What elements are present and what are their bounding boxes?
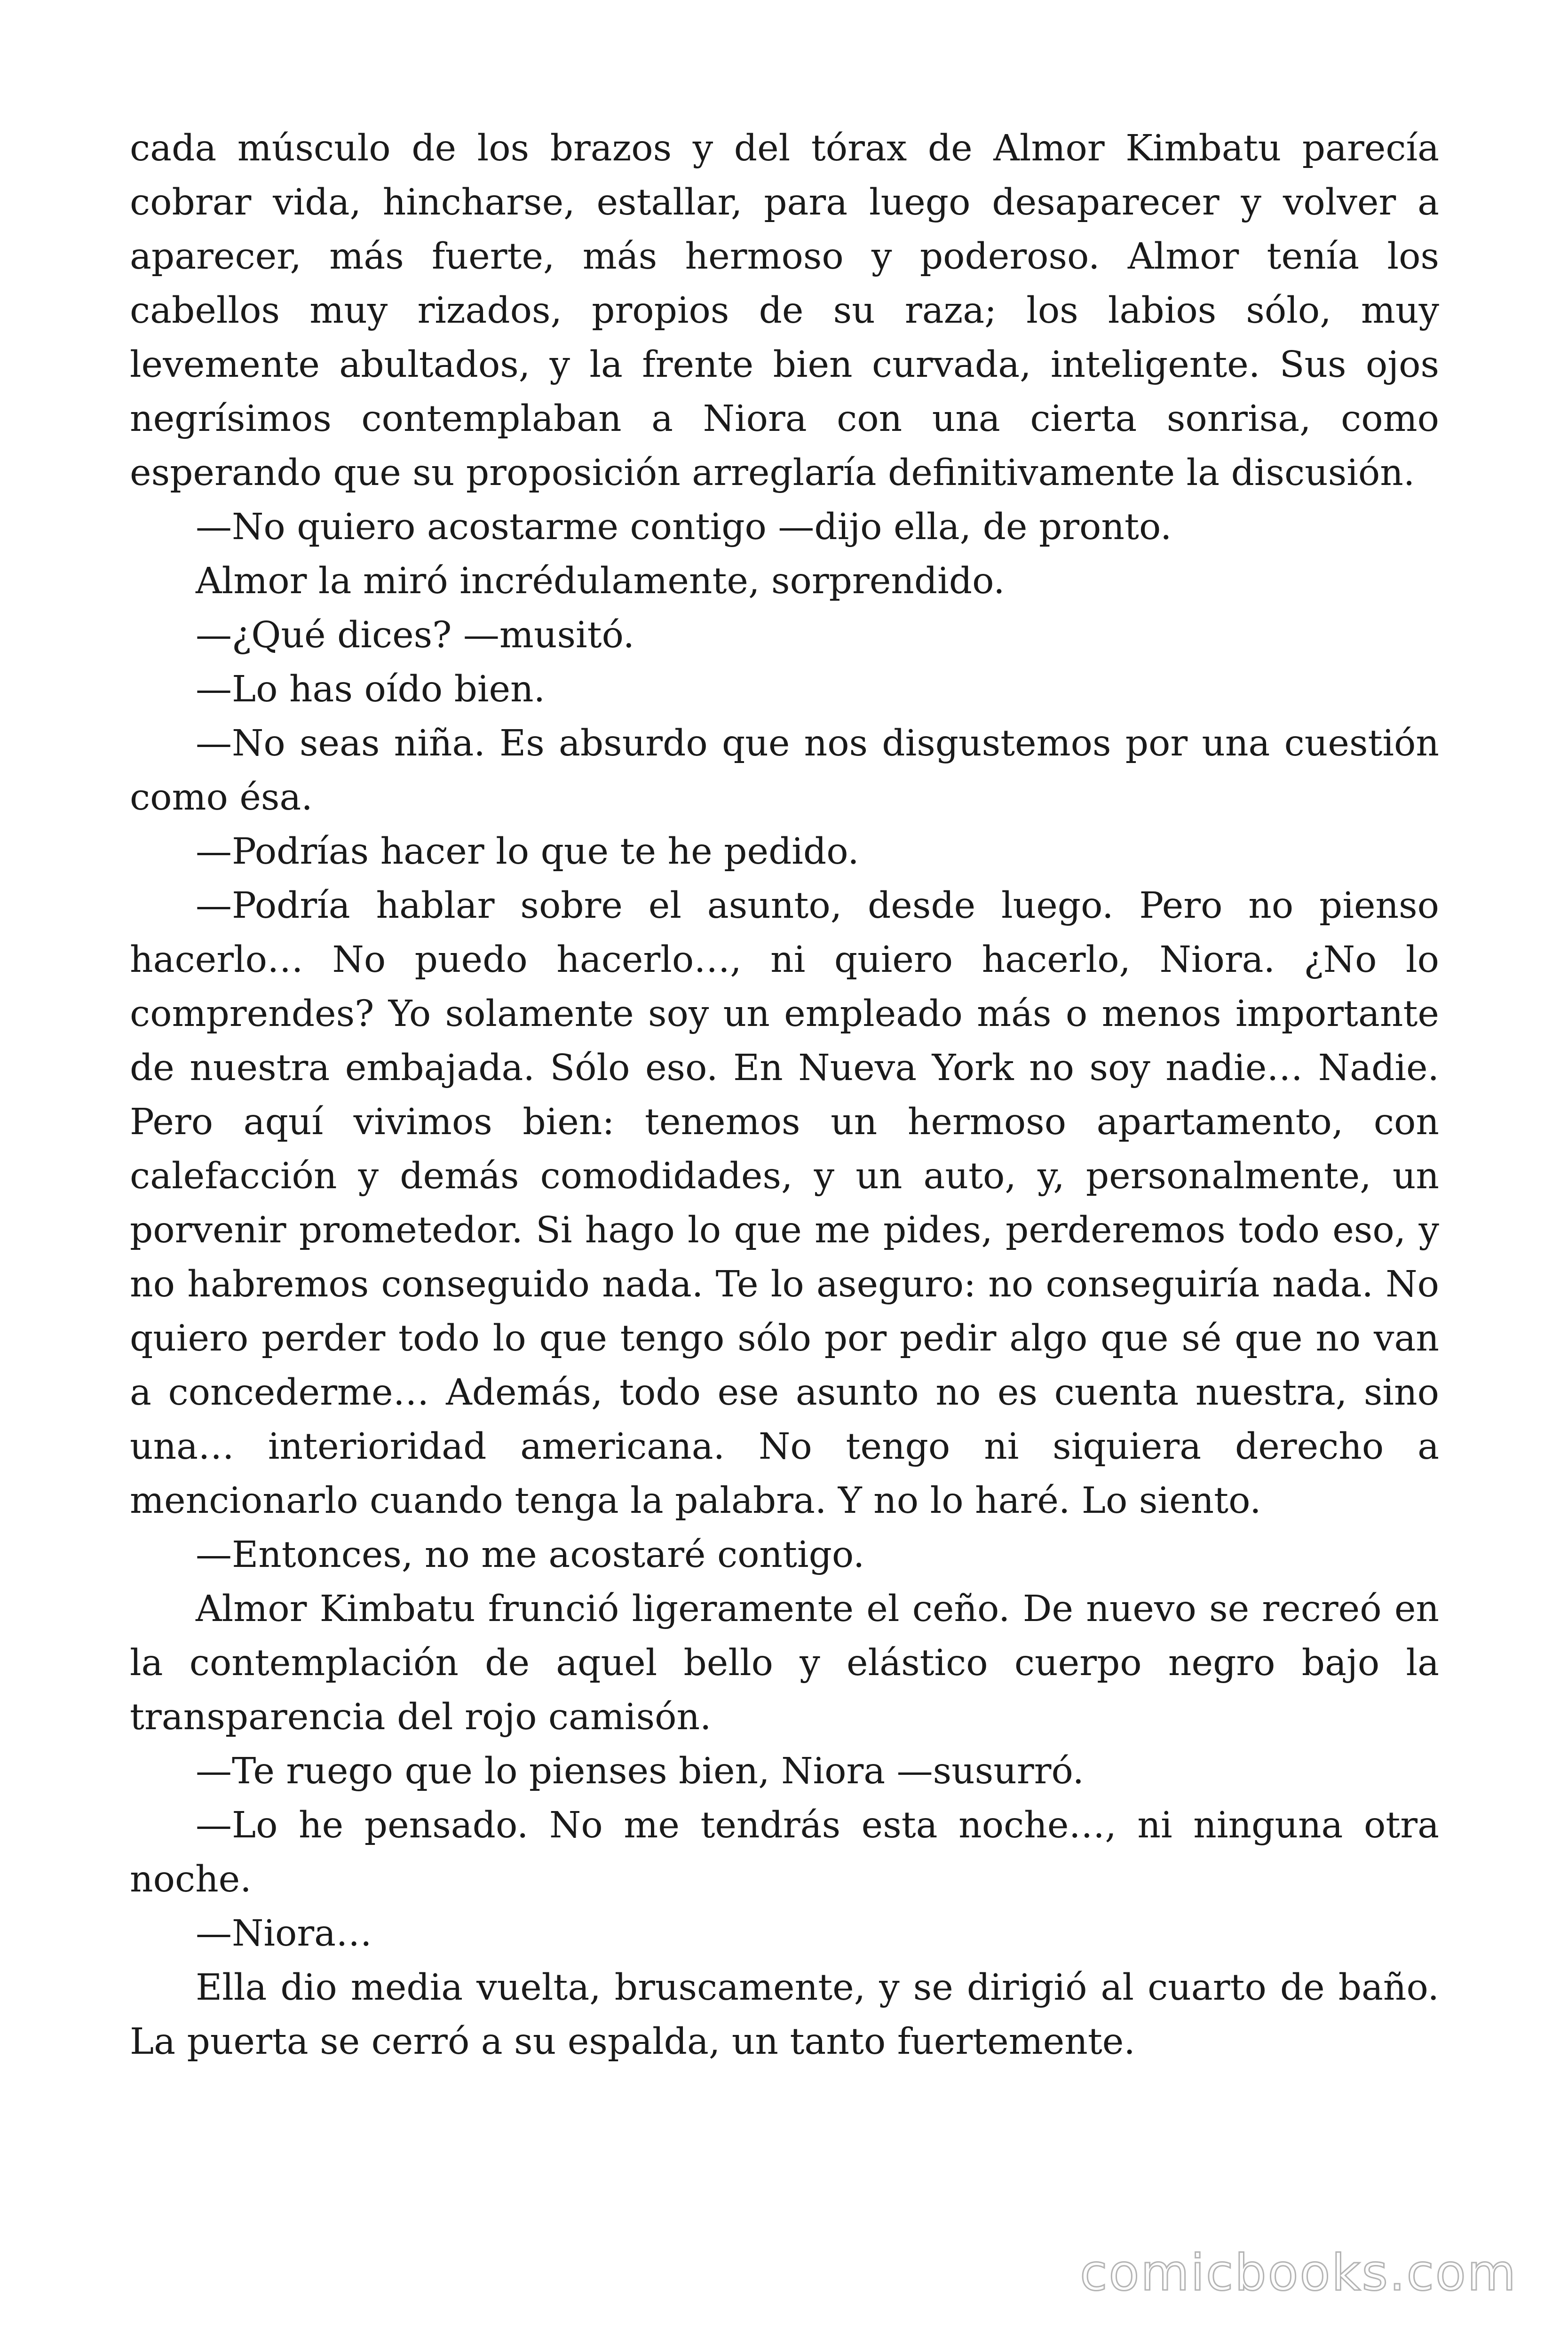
paragraph: —No quiero acostarme contigo —dijo ella, de pronto. <box>196 506 1172 548</box>
page-text-body <box>130 121 1439 2069</box>
paragraph: —Lo has oído bien. <box>196 668 546 710</box>
paragraph: —Podrías hacer lo que te he pedido. <box>196 831 859 873</box>
paragraph: —Niora… <box>196 1913 372 1955</box>
paragraph: Almor Kimbatu frunció ligeramente el ceño. De nuevo se recreó en la contemplación de aquel bello y elástico cuerpo negro bajo la transparencia del rojo camisón. <box>130 1588 1439 1738</box>
paragraph: cada músculo de los brazos y del tórax de Almor Kimbatu parecía cobrar vida, hincharse, estallar, para luego desaparecer y volver a aparecer, más fuerte, más hermoso y poderoso. Almor tenía los cabellos muy rizados, propios de su raza; los labios sólo, muy levemente abultados, y la frente bien curvada, inteligente. Sus ojos negrísimos contemplaban a Niora con una cierta sonrisa, como esperando que su proposición arreglaría definitivamente la discusión. <box>130 127 1439 494</box>
paragraph: Ella dio media vuelta, bruscamente, y se dirigió al cuarto de baño. La puerta se cerró a su espalda, un tanto fuertemente. <box>130 1967 1439 2063</box>
paragraph: —Entonces, no me acostaré contigo. <box>196 1534 865 1576</box>
paragraph: —Lo he pensado. No me tendrás esta noche…, ni ninguna otra noche. <box>130 1804 1439 1900</box>
paragraph: —Podría hablar sobre el asunto, desde luego. Pero no pienso hacerlo… No puedo hacerlo…, ni quiero hacerlo, Niora. ¿No lo comprendes? Yo solamente soy un empleado más o menos importante de nuestra embajada. Sólo eso. En Nueva York no soy nadie… Nadie. Pero aquí vivimos bien: tenemos un hermoso apartamento, con calefacción y demás comodidades, y un auto, y, personalmente, un porvenir prometedor. Si hago lo que me pides, perderemos todo eso, y no habremos conseguido nada. Te lo aseguro: no conseguiría nada. No quiero perder todo lo que tengo sólo por pedir algo que sé que no van a concederme… Además, todo ese asunto no es cuenta nuestra, sino una… interioridad americana. No tengo ni siquiera derecho a mencionarlo cuando tenga la palabra. Y no lo haré. Lo siento. <box>130 885 1439 1522</box>
watermark: comicbooks.com <box>1080 2244 1517 2302</box>
paragraph: Almor la miró incrédulamente, sorprendido. <box>196 560 1005 602</box>
paragraph: —No seas niña. Es absurdo que nos disgustemos por una cuestión como ésa. <box>130 723 1439 818</box>
paragraph: —Te ruego que lo pienses bien, Niora —susurró. <box>196 1750 1084 1792</box>
paragraph: —¿Qué dices? —musitó. <box>196 614 635 656</box>
